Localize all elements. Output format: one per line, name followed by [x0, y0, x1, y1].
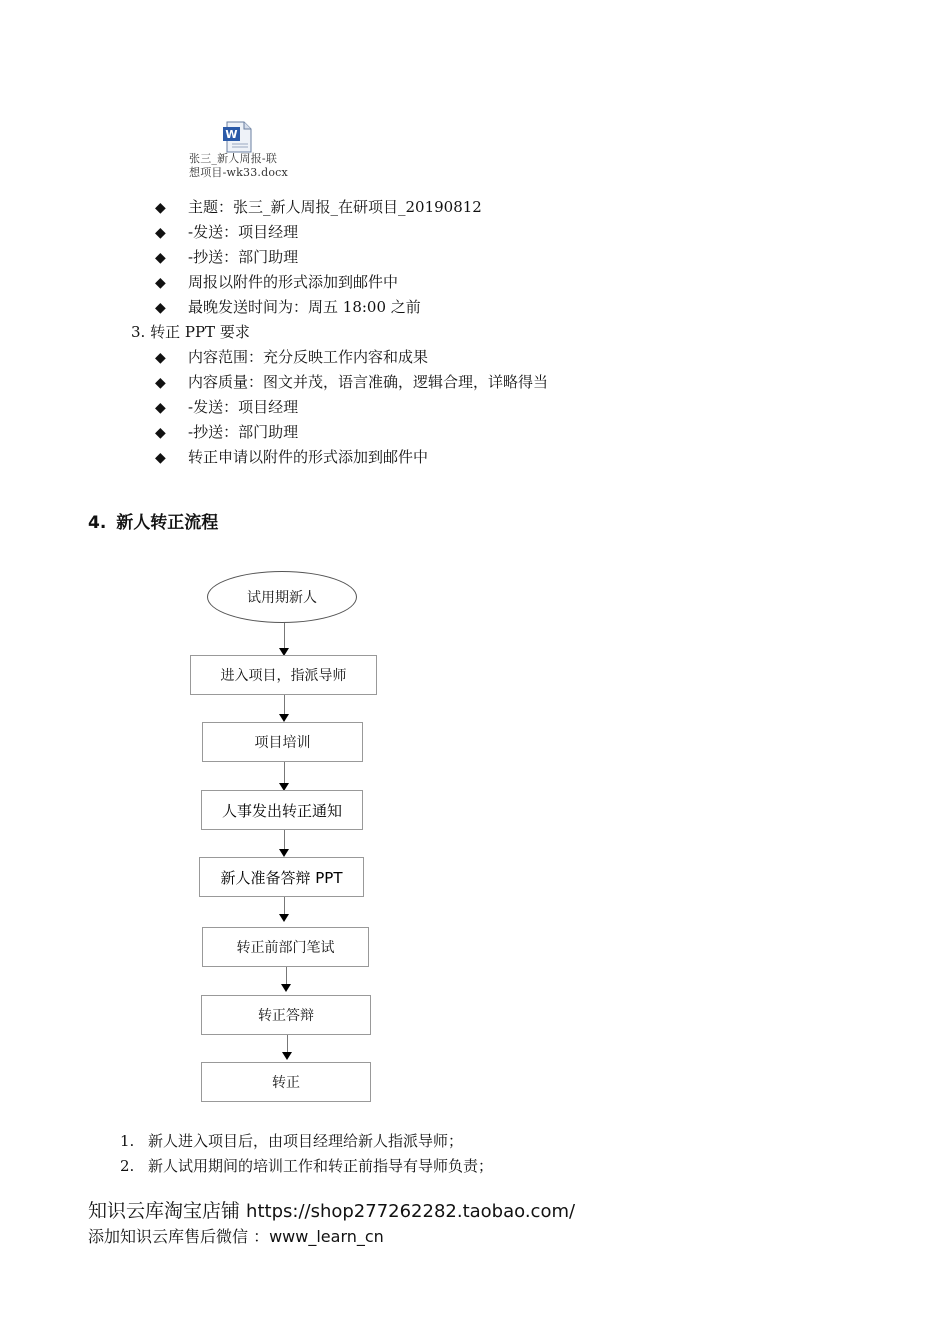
- bullet-item: [155, 245, 299, 270]
- note-number: 2.: [120, 1157, 135, 1175]
- word-document-icon[interactable]: [222, 121, 256, 153]
- svg-text:W: W: [225, 128, 238, 141]
- flow-step-box: 转正前部门笔试: [202, 927, 369, 967]
- diamond-bullet-icon: ◆: [155, 300, 166, 316]
- diamond-bullet-icon: ◆: [155, 275, 166, 291]
- flow-start-ellipse: 试用期新人: [207, 571, 357, 623]
- numbered-note: [120, 1129, 463, 1153]
- attachment-filename-line2: 想项目-wk33.docx: [189, 166, 288, 179]
- bullet-text: 主题：张三_新人周报_在研项目_20190812: [188, 198, 482, 216]
- arrow-down-icon: [279, 849, 289, 857]
- flow-connector: [284, 762, 285, 784]
- bullet-item: [155, 220, 299, 245]
- wechat-label: 添加知识云库售后微信 ：: [88, 1227, 270, 1246]
- wechat-id: www_learn_cn: [269, 1227, 384, 1246]
- bullet-text: 转正申请以附件的形式添加到邮件中: [188, 448, 429, 466]
- note-text: 新人试用期间的培训工作和转正前指导有导师负责；: [148, 1157, 494, 1175]
- flow-step-box: 转正答辩: [201, 995, 371, 1035]
- wechat-footer-line: [88, 1224, 384, 1247]
- flow-step-box: 人事发出转正通知: [201, 790, 363, 830]
- diamond-bullet-icon: ◆: [155, 350, 166, 366]
- bullet-text: 周报以附件的形式添加到邮件中: [188, 273, 399, 291]
- bullet-item: [155, 445, 429, 470]
- diamond-bullet-icon: ◆: [155, 425, 166, 441]
- diamond-bullet-icon: ◆: [155, 375, 166, 391]
- bullet-item: [155, 420, 299, 445]
- section-3-title: 转正 PPT 要求: [150, 323, 250, 341]
- flow-connector: [284, 897, 285, 915]
- section-3-number: 3.: [131, 323, 146, 341]
- bullet-item: [155, 270, 399, 295]
- shop-footer-line: [88, 1196, 575, 1223]
- bullet-item: [155, 345, 429, 370]
- note-number: 1.: [120, 1132, 135, 1150]
- bullet-text: -发送：项目经理: [188, 398, 299, 416]
- flow-connector: [284, 623, 285, 649]
- section-3-heading: [131, 320, 250, 344]
- flow-connector: [284, 695, 285, 715]
- bullet-text: 内容范围：充分反映工作内容和成果: [188, 348, 429, 366]
- flow-step-box: 新人准备答辩 PPT: [199, 857, 364, 897]
- bullet-text: 最晚发送时间为：周五 18:00 之前: [188, 298, 421, 316]
- bullet-item: [155, 395, 299, 420]
- flow-connector: [287, 1035, 288, 1053]
- arrow-down-icon: [279, 714, 289, 722]
- bullet-text: -发送：项目经理: [188, 223, 299, 241]
- flow-step-box: 进入项目，指派导师: [190, 655, 377, 695]
- shop-label: 知识云库淘宝店铺: [88, 1200, 247, 1222]
- flow-connector: [286, 967, 287, 985]
- bullet-text: -抄送：部门助理: [188, 248, 299, 266]
- diamond-bullet-icon: ◆: [155, 450, 166, 466]
- numbered-note: [120, 1154, 493, 1178]
- bullet-item: [155, 370, 549, 395]
- attachment-filename[interactable]: [189, 152, 309, 180]
- attachment-filename-line1: 张三_新人周报-联: [189, 152, 278, 165]
- bullet-text: -抄送：部门助理: [188, 423, 299, 441]
- diamond-bullet-icon: ◆: [155, 200, 166, 216]
- section-4-title: 新人转正流程: [116, 513, 219, 533]
- flow-step-box: 转正: [201, 1062, 371, 1102]
- arrow-down-icon: [279, 914, 289, 922]
- flow-step-box: 项目培训: [202, 722, 363, 762]
- bullet-text: 内容质量：图文并茂，语言准确，逻辑合理，详略得当: [188, 373, 549, 391]
- bullet-item: [155, 195, 482, 220]
- section-4-heading: [88, 508, 218, 533]
- arrow-down-icon: [281, 984, 291, 992]
- diamond-bullet-icon: ◆: [155, 400, 166, 416]
- flow-connector: [284, 830, 285, 850]
- diamond-bullet-icon: ◆: [155, 225, 166, 241]
- shop-url-link[interactable]: https://shop277262282.taobao.com/: [246, 1201, 576, 1222]
- note-text: 新人进入项目后，由项目经理给新人指派导师；: [148, 1132, 464, 1150]
- bullet-item: [155, 295, 421, 320]
- diamond-bullet-icon: ◆: [155, 250, 166, 266]
- arrow-down-icon: [282, 1052, 292, 1060]
- section-4-number: 4.: [88, 513, 107, 533]
